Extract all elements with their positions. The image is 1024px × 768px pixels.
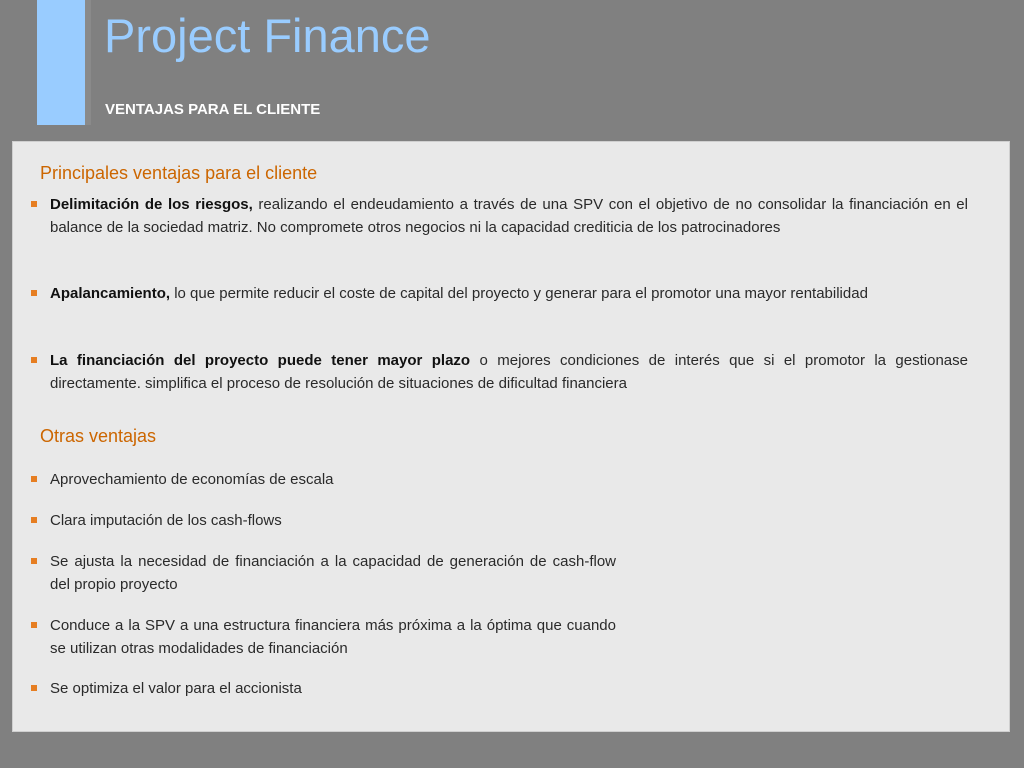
list-item [50,282,968,305]
bullet-marker [31,476,37,482]
bullet-marker [31,622,37,628]
section-heading-principales: Principales ventajas para el cliente [40,163,318,183]
bullet-marker [31,290,37,296]
list-item-text: lo que permite reducir el coste de capital del proyecto y generar para el promotor una mayor rentabilidad [170,285,868,302]
slide-title: Project Finance [104,9,431,62]
list-item-text: Se optimiza el valor para el accionista [50,680,302,697]
bullet-marker [31,558,37,564]
bullet-marker [31,685,37,691]
slide-subtitle: VENTAJAS PARA EL CLIENTE [105,101,321,118]
list-item-bold: La financiación del proyecto puede tener mayor plazo [50,352,471,369]
list-item [50,468,616,491]
list-item-text: Clara imputación de los cash-flows [50,512,282,529]
list-item [50,550,616,596]
content-panel [12,141,1010,732]
list-item-text: Se ajusta la necesidad de financiación a la capacidad de generación de cash-flow del propio proyecto [50,553,616,593]
section-heading-otras: Otras ventajas [40,426,157,446]
list-item-text: Aprovechamiento de economías de escala [50,471,334,488]
list-item-bold: Delimitación de los riesgos, [50,196,253,213]
list-item [50,677,616,700]
accent-bar [37,0,90,125]
list-item [50,193,968,239]
list-item-text: o mejores condiciones de interés que si el promotor la gestionase directamente. simplifica el proceso de resolución de situaciones de dificultad financiera [50,352,968,392]
bullet-marker [31,357,37,363]
list-item-bold: Apalancamiento, [50,285,171,302]
bullet-marker [31,517,37,523]
list-item [50,509,616,532]
bullet-marker [31,201,37,207]
list-item-text: realizando el endeudamiento a través de una SPV con el objetivo de no consolidar la financiación en el balance de la sociedad matriz. No compromete otros negocios ni la capacidad crediticia de los patrocinadores [50,196,968,236]
accent-bar-divider [85,0,91,125]
list-item [50,349,968,395]
list-item [50,614,616,660]
list-item-text: Conduce a la SPV a una estructura financiera más próxima a la óptima que cuando se utilizan otras modalidades de financiación [50,617,616,657]
